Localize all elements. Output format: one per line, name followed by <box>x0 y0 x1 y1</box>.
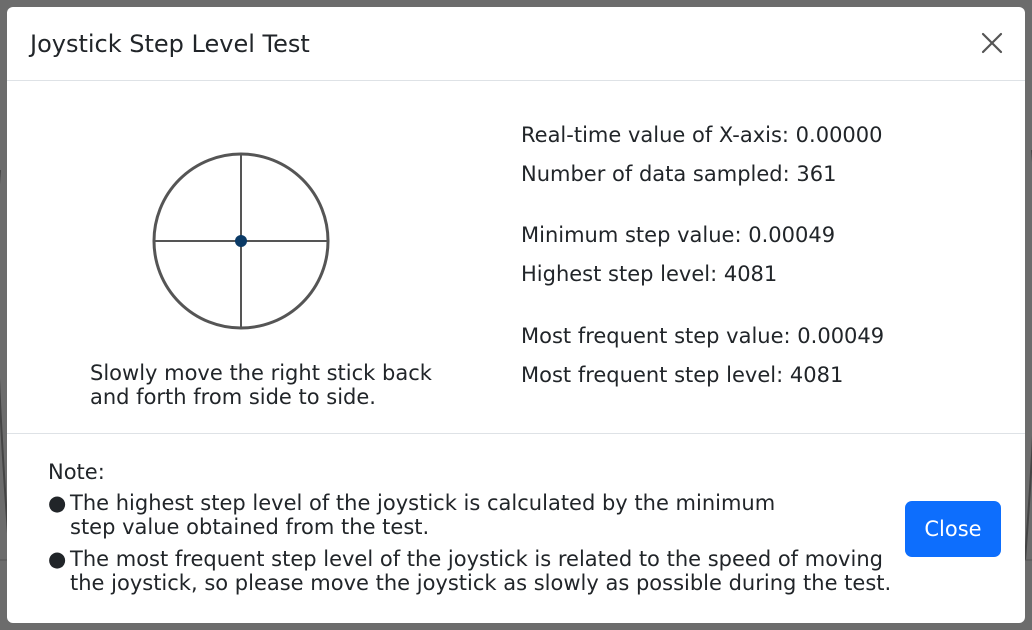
note-text <box>70 547 891 595</box>
stat-label: Real-time value of X-axis: <box>521 123 796 147</box>
stat-realtime-x <box>521 120 883 150</box>
note-text <box>70 491 775 539</box>
bullet-icon: ● <box>48 547 67 571</box>
stat-value: 0.00000 <box>795 123 883 147</box>
step-level-test-dialog <box>7 7 1025 623</box>
stat-label: Number of data sampled: <box>521 162 797 186</box>
note-line: step value obtained from the test. <box>70 515 430 539</box>
close-button[interactable]: Close <box>905 501 1001 557</box>
dialog-title: Joystick Step Level Test <box>30 30 310 58</box>
test-instruction: Slowly move the right stick back and forth from side to side. <box>90 361 432 409</box>
note-line: The most frequent step level of the joystick is related to the speed of moving <box>70 547 883 571</box>
stat-label: Most frequent step level: <box>521 363 790 387</box>
stat-highest-step-level <box>521 259 777 289</box>
dialog-footer <box>7 433 1025 623</box>
bullet-icon: ● <box>48 491 67 515</box>
stat-value: 4081 <box>723 262 778 286</box>
stat-min-step-value <box>521 220 835 250</box>
note-line: the joystick, so please move the joystick as slowly as possible during the test. <box>70 571 892 595</box>
stat-label: Minimum step value: <box>521 223 749 247</box>
dialog-header <box>7 7 1025 81</box>
stat-frequent-step-level <box>521 360 843 390</box>
close-icon[interactable] <box>977 28 1007 58</box>
note-line: The highest step level of the joystick is calculated by the minimum <box>70 491 776 515</box>
stat-label: Most frequent step value: <box>521 324 798 348</box>
stat-value: 0.00049 <box>797 324 885 348</box>
stat-value: 361 <box>796 162 837 186</box>
right-stick-visualizer <box>147 147 335 335</box>
stat-frequent-step-value <box>521 321 884 351</box>
stick-position-indicator <box>235 235 247 247</box>
stat-label: Highest step level: <box>521 262 724 286</box>
stat-value: 4081 <box>789 363 844 387</box>
note-title: Note: <box>48 460 105 484</box>
dialog-body <box>7 81 1025 433</box>
stat-value: 0.00049 <box>748 223 836 247</box>
stat-samples <box>521 159 836 189</box>
